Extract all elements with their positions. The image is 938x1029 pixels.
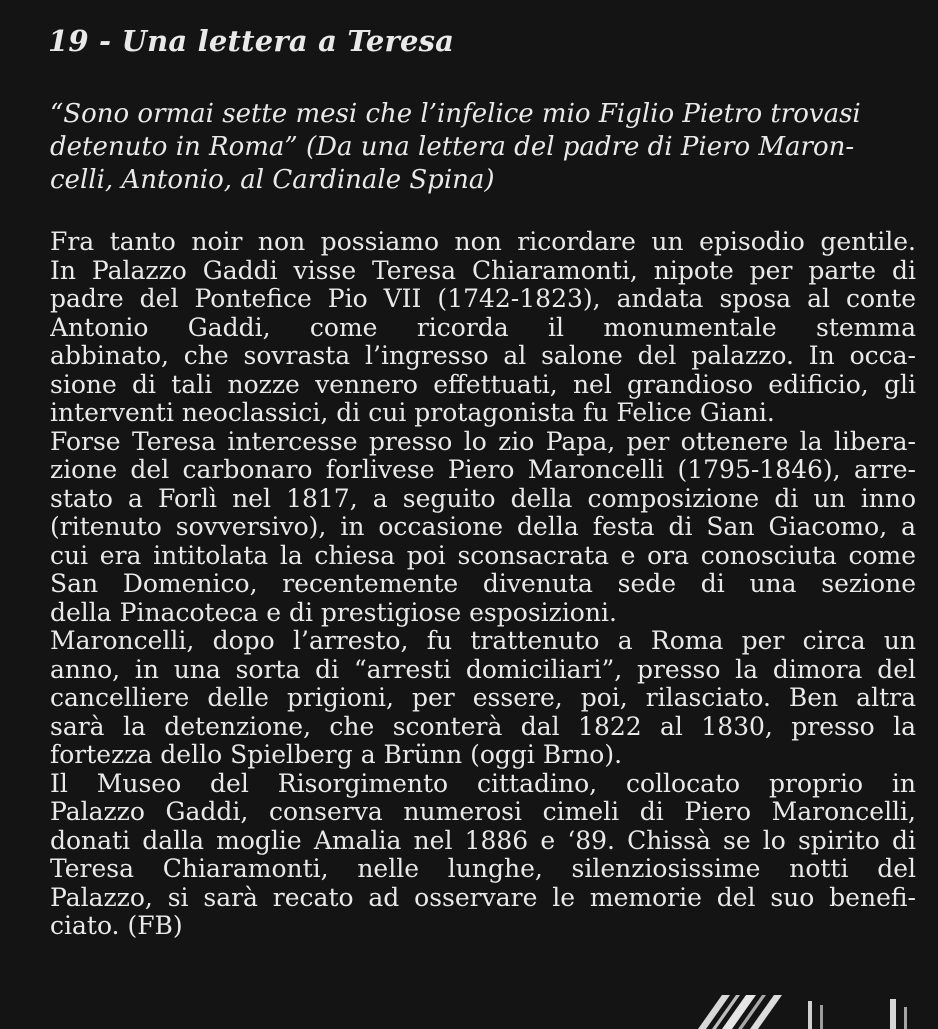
body-line: sione di tali nozze vennero effettuati, nel grandioso edificio, gli (50, 370, 916, 399)
body-line: Forse Teresa intercesse presso lo zio Papa, per ottenere la libera- (50, 427, 916, 456)
body-line: cui era intitolata la chiesa poi sconsacrata e ora conosciuta come (50, 541, 916, 570)
body-line: San Domenico, recentemente divenuta sede di una sezione (50, 570, 916, 598)
body-line: Teresa Chiaramonti, nelle lunghe, silenziosissime notti del (50, 855, 916, 883)
body-line: abbinato, che sovrasta l’ingresso al salone del palazzo. In occa- (50, 342, 916, 370)
body-line: In Palazzo Gaddi visse Teresa Chiaramonti, nipote per parte di (50, 256, 916, 285)
body-line: sarà la detenzione, che sconterà dal 1822 al 1830, presso la (50, 712, 916, 741)
body-line: Palazzo Gaddi, conserva numerosi cimeli di Piero Maroncelli, (50, 798, 916, 826)
body-line: fortezza dello Spielberg a Brünn (oggi Brno). (50, 741, 623, 769)
body-line: interventi neoclassici, di cui protagonista fu Felice Giani. (50, 399, 775, 427)
body-line: (ritenuto sovversivo), in occasione della festa di San Giacomo, a (50, 513, 916, 541)
body-line: Maroncelli, dopo l’arresto, fu trattenuto a Roma per circa un (50, 627, 916, 655)
quote-line: celli, Antonio, al Cardinale Spina) (50, 165, 495, 195)
body-line: cancelliere delle prigioni, per essere, poi, rilasciato. Ben altra (50, 684, 916, 712)
quote-line: “Sono ormai sette mesi che l’infelice mio Figlio Pietro trovasi (50, 99, 861, 129)
quote-line: detenuto in Roma” (Da una lettera del padre di Piero Maron- (50, 132, 855, 162)
body-line: ciato. (FB) (50, 912, 183, 940)
body-line: donati dalla moglie Amalia nel 1886 e ‘89. Chissà se lo spirito di (50, 826, 916, 855)
body-line: stato a Forlì nel 1817, a seguito della composizione di un inno (50, 484, 916, 513)
epigraph-quote (50, 98, 916, 197)
article-title: 19 - Una lettera a Teresa (48, 24, 455, 58)
corner-stripes-decoration (678, 995, 938, 1029)
body-line: Antonio Gaddi, come ricorda il monumentale stemma (50, 313, 916, 342)
body-line: Il Museo del Risorgimento cittadino, collocato proprio in (50, 769, 916, 798)
body-line: zione del carbonaro forlivese Piero Maroncelli (1795-1846), arre- (50, 456, 916, 484)
body-line: padre del Pontefice Pio VII (1742-1823), andata sposa al conte (50, 285, 916, 313)
body-line: Fra tanto noir non possiamo non ricordare un episodio gentile. (50, 228, 916, 256)
body-line: della Pinacoteca e di prestigiose esposizioni. (50, 598, 617, 627)
body-line: Palazzo, si sarà recato ad osservare le memorie del suo benefi- (50, 883, 916, 912)
body-line: anno, in una sorta di “arresti domiciliari”, presso la dimora del (50, 655, 916, 684)
article-body (50, 228, 916, 941)
